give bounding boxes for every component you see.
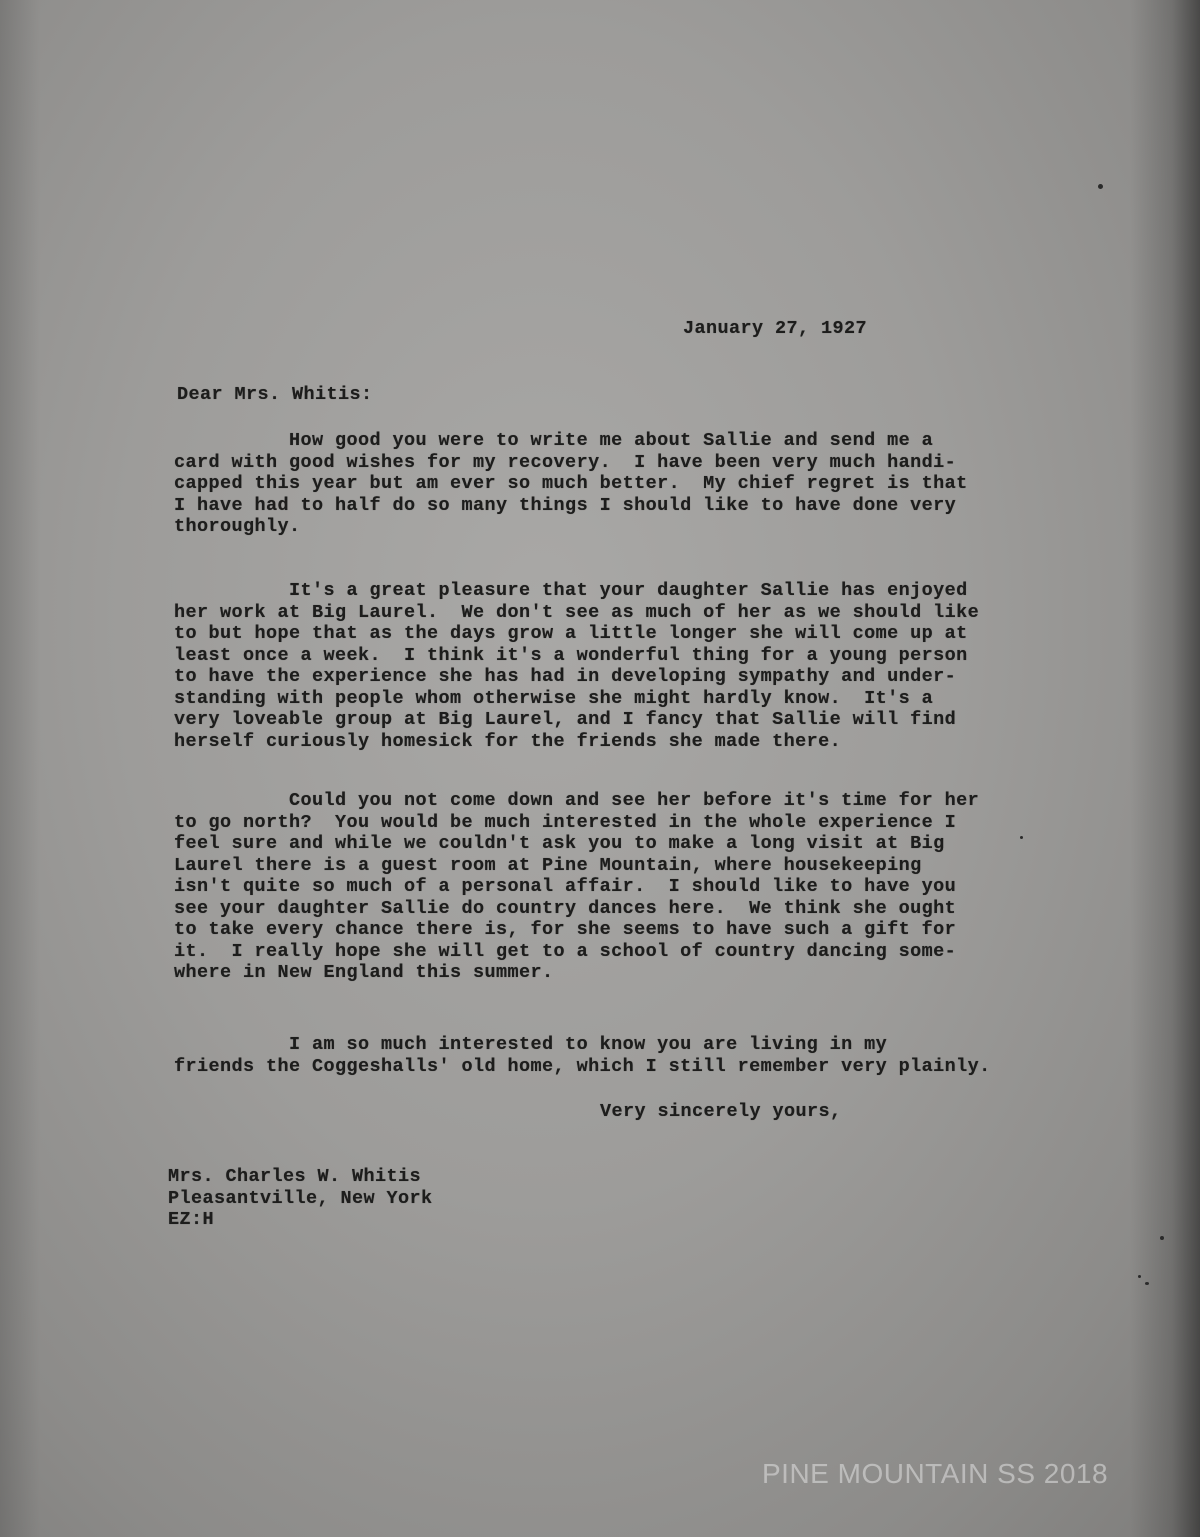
paper-shadow-left [0, 0, 40, 1537]
salutation: Dear Mrs. Whitis: [177, 384, 373, 405]
paragraph-line: it. I really hope she will get to a school of country dancing some- [174, 940, 957, 962]
paragraph-line: card with good wishes for my recovery. I have been very much handi- [174, 451, 957, 473]
address-line: Mrs. Charles W. Whitis [168, 1166, 422, 1187]
paragraph-1 [174, 430, 1034, 538]
paragraph-line: Could you not come down and see her before it's time for her [174, 790, 980, 811]
paragraph-3 [174, 790, 1034, 984]
paragraph-line: How good you were to write me about Sallie and send me a [174, 430, 934, 451]
recipient-address [168, 1166, 433, 1231]
paper-speck [1138, 1275, 1141, 1278]
watermark: PINE MOUNTAIN SS 2018 [762, 1458, 1109, 1489]
paper-speck [1020, 836, 1023, 839]
paragraph-line: to but hope that as the days grow a little longer she will come up at [174, 623, 968, 644]
paragraph-line: her work at Big Laurel. We don't see as much of her as we should like [174, 601, 980, 623]
typist-initials: EZ:H [168, 1209, 215, 1230]
paragraph-2 [174, 580, 1034, 752]
paragraph-line: where in New England this summer. [174, 962, 554, 983]
paper-speck [1098, 184, 1103, 189]
paragraph-line: Laurel there is a guest room at Pine Mountain, where housekeeping [174, 854, 922, 876]
paragraph-line: to have the experience she has had in developing sympathy and under- [174, 666, 957, 687]
paragraph-line: capped this year but am ever so much better. My chief regret is that [174, 473, 968, 494]
paragraph-line: It's a great pleasure that your daughter Sallie has enjoyed [174, 580, 968, 601]
paragraph-line: standing with people whom otherwise she might hardly know. It's a [174, 687, 934, 709]
paper-shadow-right [1130, 0, 1200, 1537]
paragraph-line: I have had to half do so many things I should like to have done very [174, 494, 957, 516]
paper-speck [1160, 1236, 1164, 1240]
paragraph-line: feel sure and while we couldn't ask you to make a long visit at Big [174, 833, 945, 854]
paragraph-line: I am so much interested to know you are living in my [174, 1034, 888, 1055]
paragraph-line: friends the Coggeshalls' old home, which I still remember very plainly. [174, 1055, 991, 1077]
letter-date: January 27, 1927 [683, 318, 868, 339]
paragraph-line: isn't quite so much of a personal affair. I should like to have you [174, 876, 957, 897]
paragraph-line: to take every chance there is, for she seems to have such a gift for [174, 919, 957, 940]
address-line: Pleasantville, New York [168, 1187, 433, 1209]
paragraph-line: very loveable group at Big Laurel, and I fancy that Sallie will find [174, 709, 957, 730]
paragraph-line: to go north? You would be much interested in the whole experience I [174, 811, 957, 833]
paragraph-line: herself curiously homesick for the friends she made there. [174, 730, 842, 752]
closing: Very sincerely yours, [600, 1101, 842, 1122]
paragraph-line: see your daughter Sallie do country dances here. We think she ought [174, 897, 957, 919]
paragraph-4 [174, 1034, 1034, 1077]
paper-speck [1145, 1282, 1149, 1285]
paragraph-line: thoroughly. [174, 516, 301, 537]
paragraph-line: least once a week. I think it's a wonderful thing for a young person [174, 644, 968, 666]
